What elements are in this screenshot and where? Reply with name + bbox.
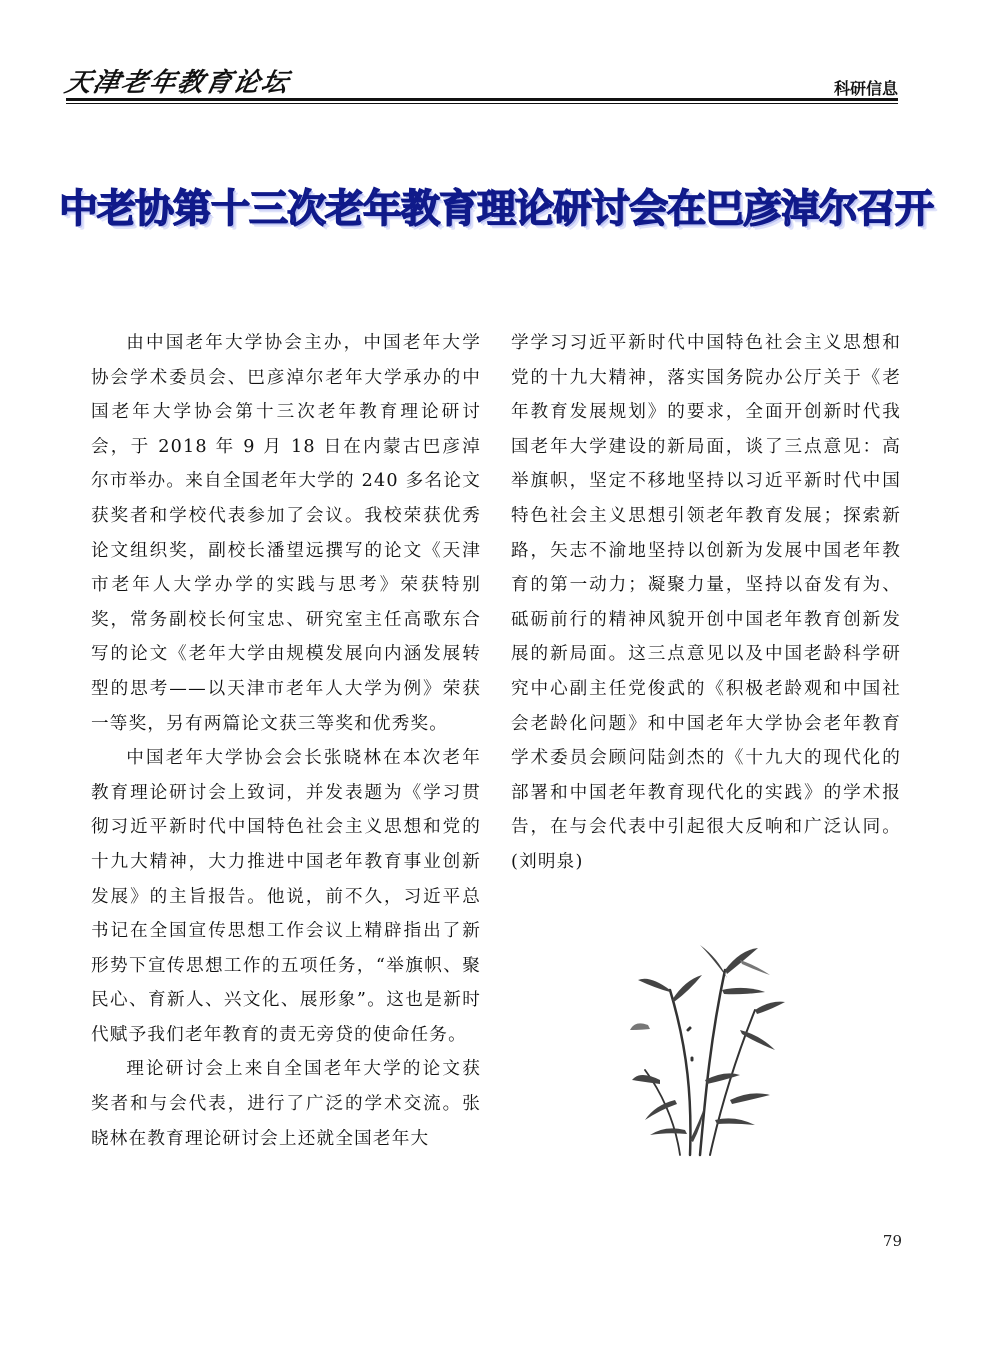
paragraph: 理论研讨会上来自全国老年大学的论文获奖者和与会代表，进行了广泛的学术交流。张晓林在教育理论研讨会上还就全国老年大 xyxy=(91,1059,481,1149)
paragraph: 由中国老年大学协会主办，中国老年大学协会学术委员会、巴彦淖尔老年大学承办的中国老年大学协会第十三次老年教育理论研讨会，于 2018 年 9 月 18 日在内蒙古巴彦淖尔市举办。来自全国老年大学的 240 多名论文获奖者和学校代表参加了会议。我校荣获优秀论文组织奖，副校长潘望远撰写的论文《天津市老年人大学办学的实践与思考》荣获特别奖，常务副校长何宝忠、研究室主任高歌东合写的论文《老年大学由规模发展向内涵发展转型的思考——以天津市老年人大学为例》荣获一等奖，另有两篇论文获三等奖和优秀奖。 xyxy=(91,333,481,734)
header-rule-thick xyxy=(66,98,898,101)
bamboo-ink-painting-icon xyxy=(630,930,790,1160)
header-rule-thin xyxy=(66,103,898,104)
paragraph: 学学习习近平新时代中国特色社会主义思想和党的十九大精神，落实国务院办公厅关于《老年教育发展规划》的要求，全面开创新时代我国老年大学建设的新局面，谈了三点意见：高举旗帜，坚定不移地坚持以习近平新时代中国特色社会主义思想引领老年教育发展；探索新路，矢志不渝地坚持以创新为发展中国老年教育的第一动力；凝聚力量，坚持以奋发有为、砥砺前行的精神风貌开创中国老年教育创新发展的新局面。这三点意见以及中国老龄科学研究中心副主任党俊武的《积极老龄观和中国社会老龄化问题》和中国老年大学协会老年教育学术委员会顾问陆剑杰的《十九大的现代化的部署和中国老年教育现代化的实践》的学术报告，在与会代表中引起很大反响和广泛认同。(刘明泉) xyxy=(511,333,901,872)
page-number: 79 xyxy=(882,1232,902,1250)
article-title: 中老协第十三次老年教育理论研讨会在巴彦淖尔召开 xyxy=(58,187,933,232)
paragraph: 中国老年大学协会会长张晓林在本次老年教育理论研讨会上致词，并发表题为《学习贯彻习近平新时代中国特色社会主义思想和党的十九大精神，大力推进中国老年教育事业创新发展》的主旨报告。他说，前不久，习近平总书记在全国宣传思想工作会议上精辟指出了新形势下宣传思想工作的五项任务，“举旗帜、聚民心、育新人、兴文化、展形象”。这也是新时代赋予我们老年教育的责无旁贷的使命任务。 xyxy=(91,748,481,1045)
section-label: 科研信息 xyxy=(833,79,898,98)
journal-brand-logo: 天津老年教育论坛 xyxy=(62,68,293,98)
left-column xyxy=(91,326,481,1156)
right-column xyxy=(511,326,901,880)
